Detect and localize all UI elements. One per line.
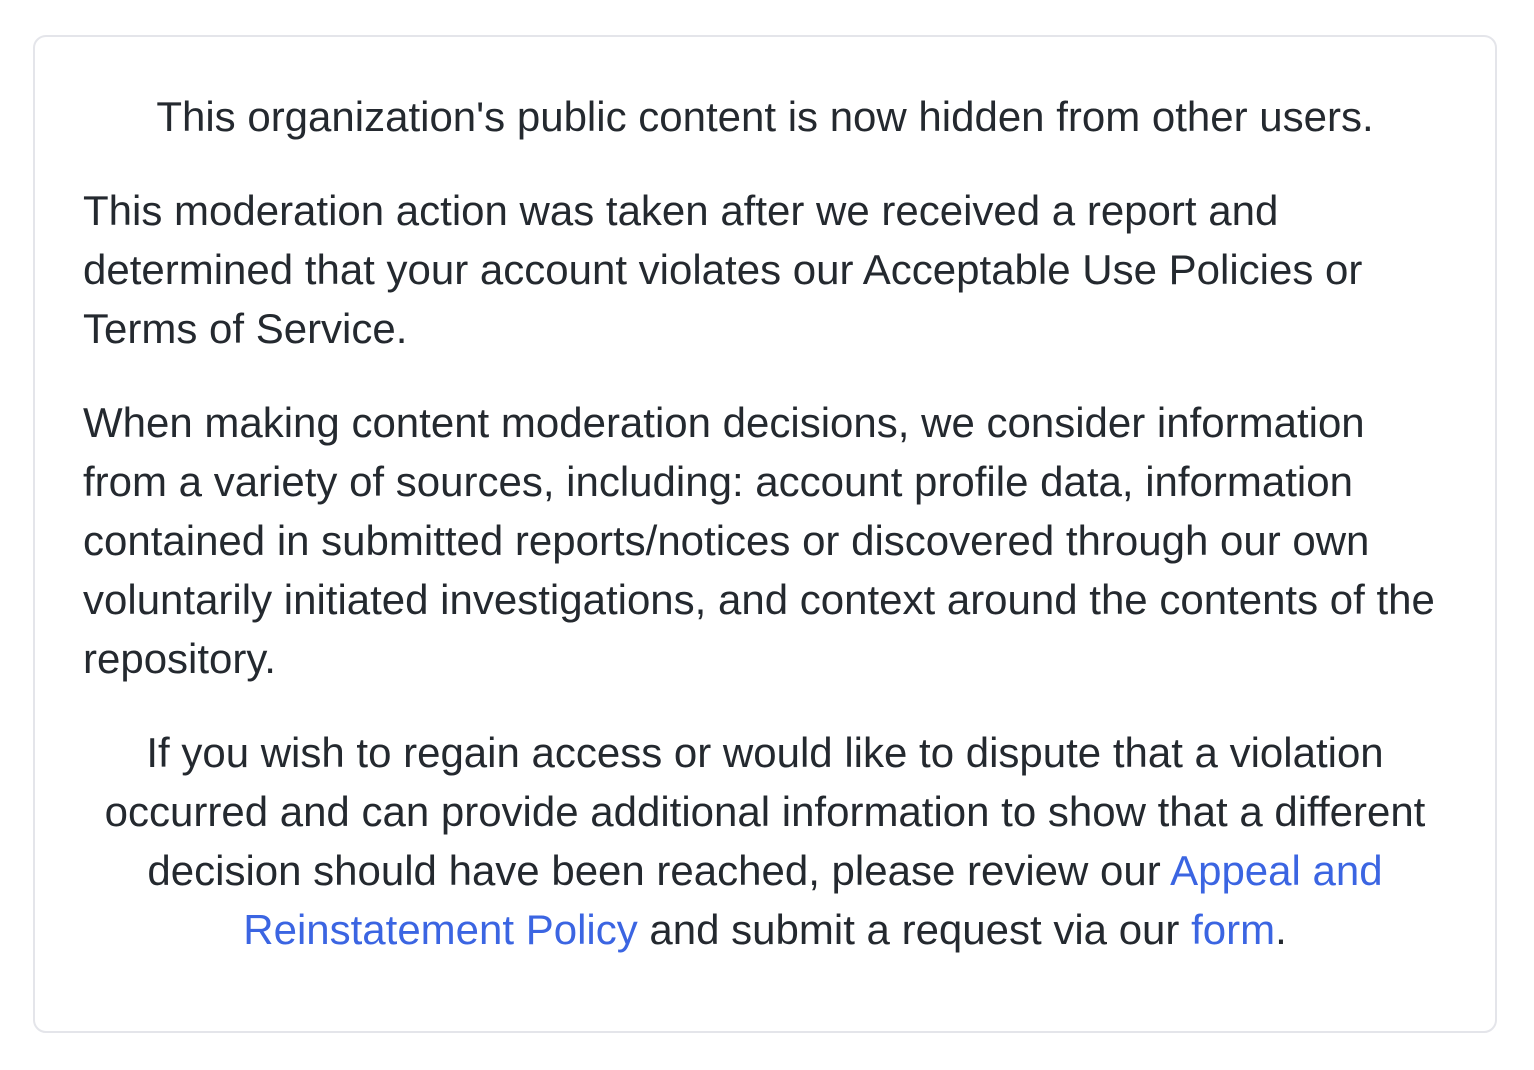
appeal-reinstatement-policy-link[interactable]: Appeal and Reinstatement Policy [243,847,1383,953]
notice-headline: This organization's public content is now hidden from other users. [156,93,1374,140]
request-form-link[interactable]: form [1191,906,1276,953]
appeal-text-after-form-link: . [1275,906,1287,953]
appeal-text-between-links: and submit a request via our [637,906,1192,953]
moderation-action-paragraph: This moderation action was taken after we received a report and determined that your account violates our Acceptable Use Policies or Terms of Service. [83,187,1363,352]
appeal-paragraph [83,723,1447,959]
moderation-notice-card [33,35,1497,1033]
moderation-sources-paragraph: When making content moderation decisions, we consider information from a variety of sources, including: account profile data, information contained in submitted reports/notices or discovered through our own voluntarily initiated investigations, and context around the contents of the repository. [83,399,1435,682]
appeal-text-before-policy-link: If you wish to regain access or would like to dispute that a violation occurred and can provide additional information to show that a different decision should have been reached, please review our [104,729,1426,894]
